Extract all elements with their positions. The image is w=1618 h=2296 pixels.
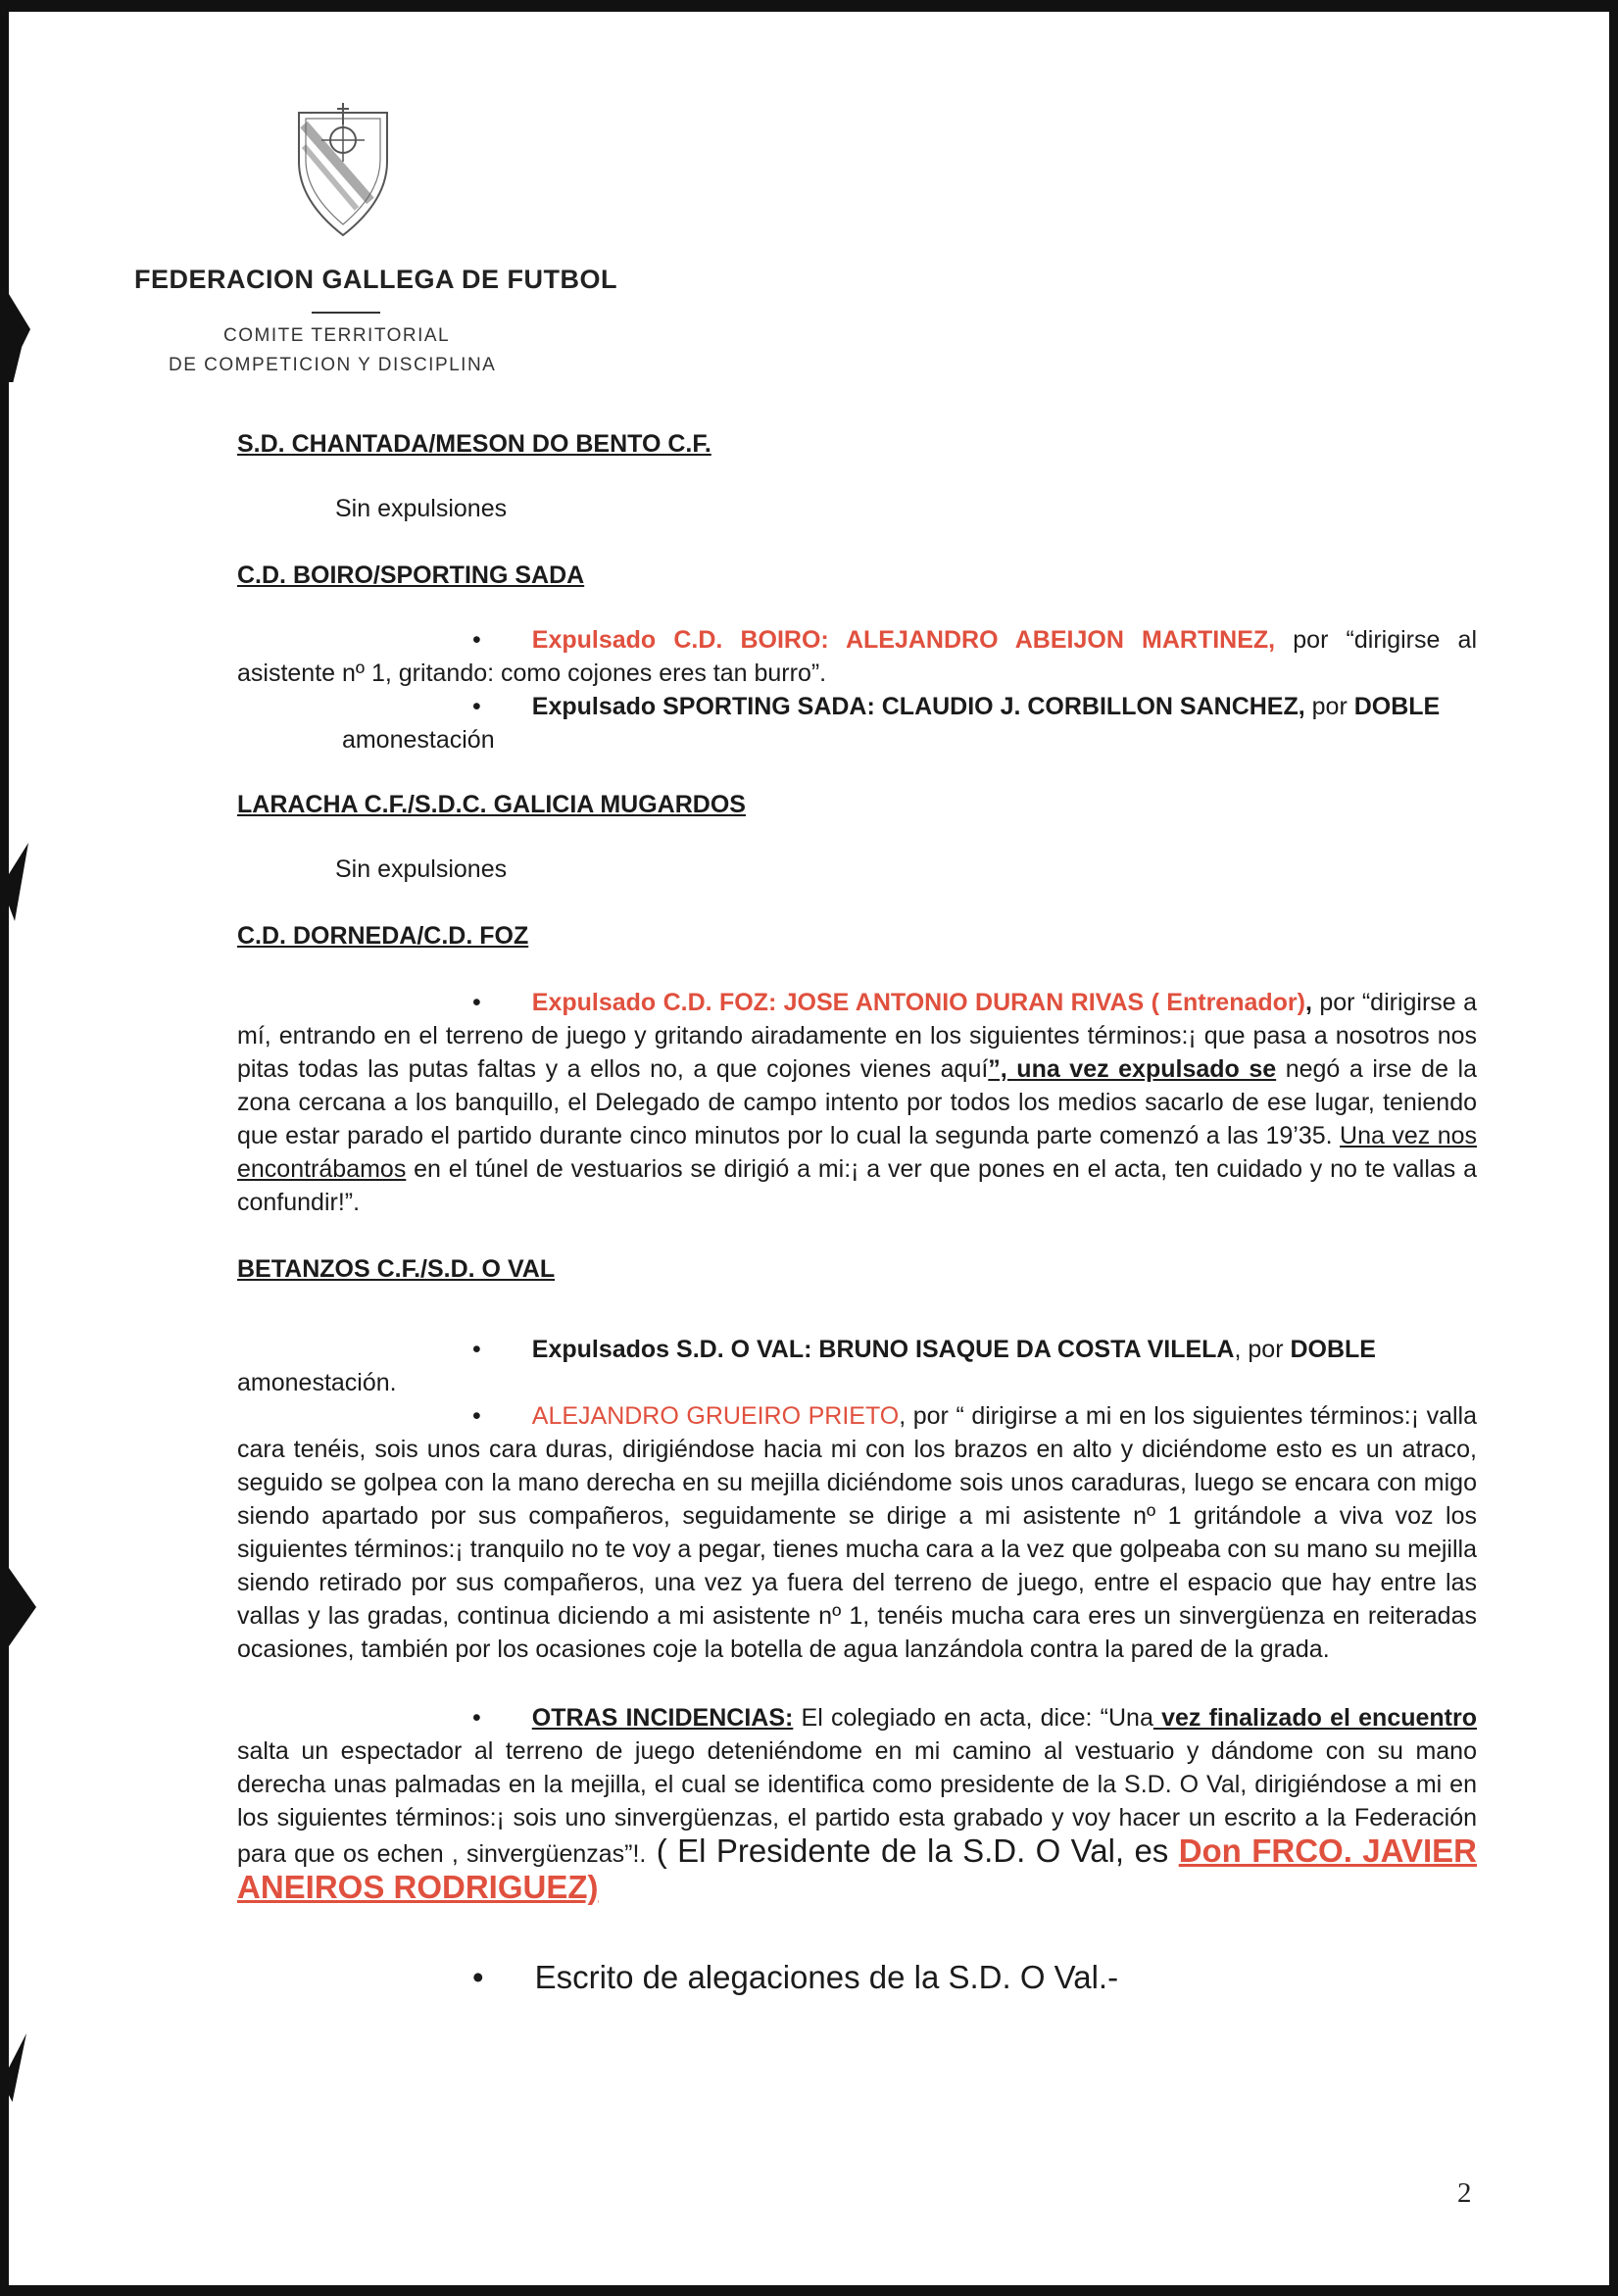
no-expulsions-laracha: Sin expulsiones <box>335 855 508 883</box>
scan-edge-mark <box>9 843 28 921</box>
bullet-icon: • <box>472 989 481 1016</box>
committee-name-line2: DE COMPETICION Y DISCIPLINA <box>169 355 497 375</box>
committee-name-line1: COMITE TERRITORIAL <box>223 325 451 346</box>
document-body <box>237 427 1477 1997</box>
shield-crest-icon <box>294 103 392 240</box>
scan-border-bottom <box>0 2285 1618 2296</box>
otras-incidencias: • OTRAS INCIDENCIAS: El colegiado en acta, dice: “Una vez finalizado el encuentro salta un espectador al terreno de juego deteniéndome en mi camino al vestuario y dándome con su mano derecha unas palmadas en la mejilla, el cual se identifica como presidente de la S.D. O Val, dirigiéndose a mi en los siguientes términos:¡ sois uno sinvergüenzas, el partido esta grabado y voy hacer un escrito a la Federación para que os echen , sinvergüenzas”!. ( El Presidente de la S.D. O Val, es Don FRCO. JAVIER ANEIROS RODRIGUEZ) <box>237 1704 1477 1905</box>
bullet-icon: • <box>472 1704 481 1732</box>
expulsion-sporting-sada: • Expulsado SPORTING SADA: CLAUDIO J. CORBILLON SANCHEZ, por DOBLE amonestación <box>237 690 1477 757</box>
expulsion-bruno-isaque: • Expulsados S.D. O VAL: BRUNO ISAQUE DA COSTA VILELA, por DOBLE amonestación. <box>237 1336 1376 1396</box>
expulsion-foz: • Expulsado C.D. FOZ: JOSE ANTONIO DURAN RIVAS ( Entrenador), por “dirigirse a mí, entrando en el terreno de juego y gritando airadamente en los siguientes términos:¡ que pasa a nosotros nos pitas todas las putas faltas y a ellos no, a que cojones vienes aquí”, una vez expulsado se negó a irse de la zona cercana a los banquillo, el Delegado de campo intento por todos los medios sacarlo de ese lugar, teniendo que estar parado el partido durante cinco minutos por lo cual la segunda parte comenzó a las 19’35. Una vez nos encontrábamos en el túnel de vestuarios se dirigió a mi:¡ a ver que pones en el acta, ten cuidado y no te vallas a confundir!”. <box>237 989 1478 1216</box>
match-title-betanzos: BETANZOS C.F./S.D. O VAL <box>237 1255 556 1283</box>
match-title-laracha: LARACHA C.F./S.D.C. GALICIA MUGARDOS <box>237 791 746 818</box>
no-expulsions-chantada: Sin expulsiones <box>335 495 508 522</box>
match-title-chantada: S.D. CHANTADA/MESON DO BENTO C.F. <box>237 430 711 458</box>
bullet-icon: • <box>472 1336 481 1363</box>
scan-edge-mark <box>9 2033 26 2102</box>
scan-border-top <box>0 0 1618 12</box>
expulsion-alejandro-grueiro: • ALEJANDRO GRUEIRO PRIETO, por “ dirigirse a mi en los siguientes términos:¡ valla cara tenéis, sois unos cara duras, dirigiéndose hacia mi con los brazos en alto y diciéndome esto es un atraco, seguido se golpea con la mano derecha en su mejilla diciéndome sois unos caraduras, luego se encara con migo siendo apartado por sus compañeros, seguidamente se dirige a mi asistente nº 1 gritándole a viva voz los siguientes términos:¡ tranquilo no te voy a pegar, tienes mucha cara a la vez que golpeaba con su mano su mejilla siendo retirado por sus compañeros, una vez ya fuera del terreno de juego, entre el espacio que hay entre las vallas y las gradas, continua diciendo a mi asistente nº 1, tenéis mucha cara eres un sinvergüenza en reiteradas ocasiones, también por los ocasiones coje la botella de agua lanzándola contra la pared de la grada. <box>237 1402 1478 1663</box>
match-title-dorneda: C.D. DORNEDA/C.D. FOZ <box>237 922 529 950</box>
match-title-boiro: C.D. BOIRO/SPORTING SADA <box>237 562 585 589</box>
scan-border-left <box>0 0 9 2296</box>
bullet-icon: • <box>472 1959 484 1995</box>
header-divider <box>312 312 380 314</box>
scan-border-right <box>1609 0 1618 2296</box>
scan-edge-mark <box>9 294 30 382</box>
federation-title: FEDERACION GALLEGA DE FUTBOL <box>134 265 617 294</box>
page-number: 2 <box>1457 2177 1472 2209</box>
bullet-icon: • <box>472 1402 481 1430</box>
bullet-icon: • <box>472 693 481 720</box>
scan-edge-mark <box>9 1568 36 1646</box>
escrito-alegaciones: • Escrito de alegaciones de la S.D. O Val.- <box>237 1958 1477 1997</box>
bullet-icon: • <box>472 626 481 654</box>
expulsion-boiro: • Expulsado C.D. BOIRO: ALEJANDRO ABEIJON MARTINEZ, por “dirigirse al asistente nº 1, gritando: como cojones eres tan burro”. <box>237 626 1478 687</box>
